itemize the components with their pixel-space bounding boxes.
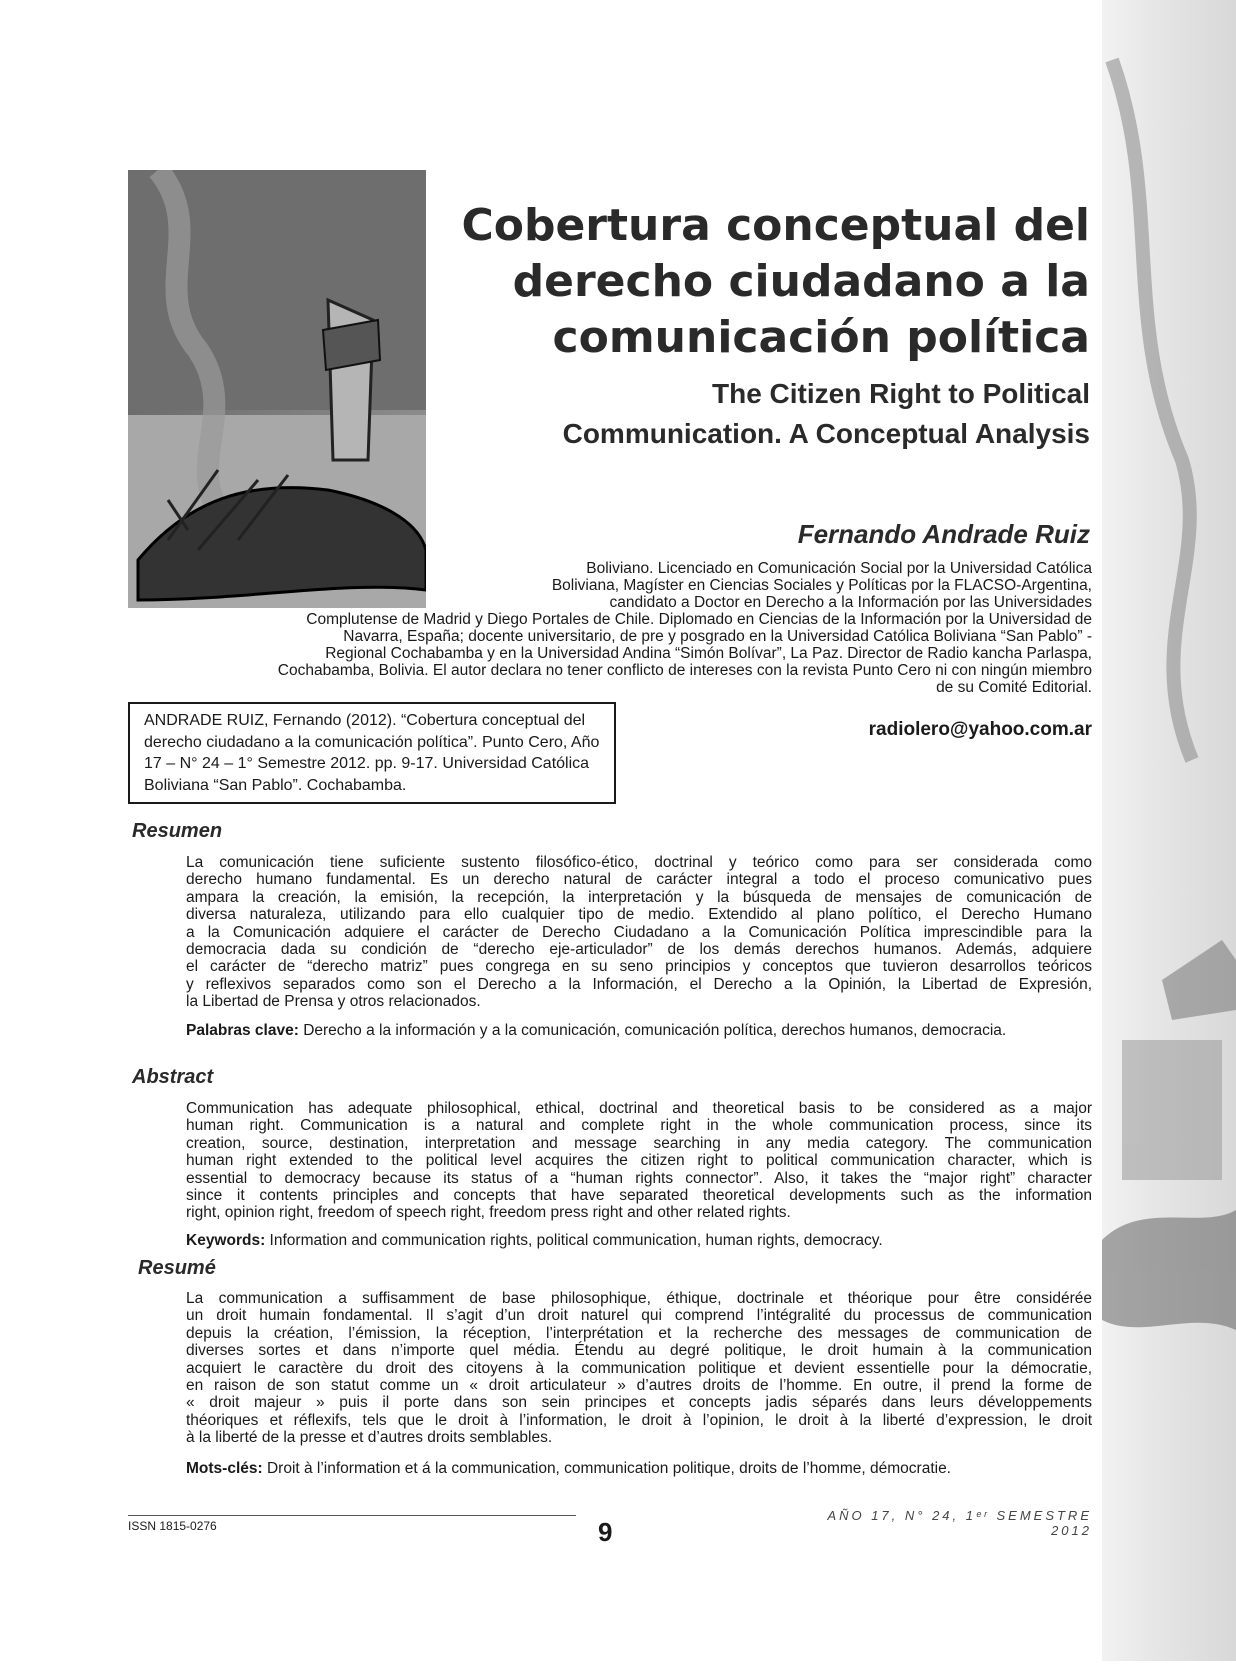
resume-line: acquiert le caractère du droit des citoyens à la communication politique et devient essentielle pour la démocratie, [186, 1359, 1092, 1377]
article-illustration [128, 170, 426, 608]
bio-line: candidato a Doctor en Derecho a la Información por las Universidades [609, 594, 1092, 611]
keywords-label: Keywords: [186, 1232, 266, 1249]
subtitle-line: Communication. A Conceptual Analysis [562, 418, 1090, 449]
issn: ISSN 1815-0276 [128, 1519, 217, 1533]
resumen-heading: Resumen [132, 820, 223, 842]
resumen-keywords [186, 1022, 1092, 1039]
page-number: 9 [598, 1517, 613, 1547]
resumen-line: La comunicación tiene suficiente sustento filosófico-ético, doctrinal y teórico como para ser considerada como [186, 854, 1092, 871]
bio-line: Regional Cochabamba y en la Universidad Andina “Simón Bolívar”, La Paz. Director de Radio kancha Parlaspa, [325, 645, 1092, 662]
abstract-line: essential to democracy because its status of a “human rights connector”. Also, it takes the “major right” character [186, 1169, 1092, 1187]
abstract-line: right, opinion right, freedom of speech right, freedom press right and other related rights. [186, 1204, 791, 1222]
author-bio [136, 560, 1092, 696]
abstract-line: human right extended to the political level acquires the citizen right to political communication character, which is [186, 1152, 1092, 1170]
keywords-label: Mots-clés: [186, 1460, 263, 1477]
abstract-line: human right. Communication is a natural and complete right in the whole communication process, since its [186, 1117, 1092, 1135]
article-title [440, 198, 1090, 366]
resume-line: un droit humain fondamental. Il s’agit d’un droit naturel qui comprend l’intégralité du processus de communication [186, 1307, 1092, 1325]
author-name: Fernando Andrade Ruiz [797, 519, 1090, 549]
resumen-line: ampara la creación, la emisión, la recepción, la interpretación y la búsqueda de mensajes de comunicación de [186, 888, 1092, 906]
bio-line: Cochabamba, Bolivia. El autor declara no tener conflicto de intereses con la revista Punto Cero ni con ningún miembro [277, 662, 1092, 679]
resumen-line: democracia dada su condición de “derecho eje-articulador” de los demás derechos humanos. Además, adquiere [186, 941, 1092, 959]
citation-line: derecho ciudadano a la comunicación política”. Punto Cero, Año [144, 733, 600, 751]
citation-line: ANDRADE RUIZ, Fernando (2012). “Cobertura conceptual del [144, 712, 586, 729]
resume-line: diverses sortes et dans n’importe quel média. Étendu au degré politique, le droit humain à la communication [186, 1342, 1092, 1360]
bio-line: Boliviano. Licenciado en Comunicación Social por la Universidad Católica [586, 560, 1092, 577]
keywords-label: Palabras clave: [186, 1022, 299, 1039]
resume-line: à la liberté de la presse et d’autres droits semblables. [186, 1429, 553, 1447]
resume-heading: Resumé [138, 1257, 216, 1279]
citation-line: 17 – N° 24 – 1° Semestre 2012. pp. 9-17. Universidad Católica [144, 755, 590, 772]
title-line: Cobertura conceptual del [461, 200, 1090, 251]
decorative-side-strip [1102, 0, 1236, 1661]
resumen-line: la Libertad de Prensa y otros relacionados. [186, 993, 481, 1011]
bio-line: Complutense de Madrid y Diego Portales de Chile. Diplomado en Ciencias de la Información por la Universidad de [306, 611, 1092, 628]
keywords-text: Information and communication rights, political communication, human rights, democracy. [265, 1232, 883, 1249]
bio-line: Navarra, España; docente universitario, de pre y posgrado en la Universidad Católica Boliviana “San Pablo” - [343, 628, 1092, 645]
resumen-line: derecho humano fundamental. Es un derecho natural de carácter integral a todo el proceso comunicativo pues [186, 871, 1092, 889]
bio-line: Boliviana, Magíster en Ciencias Sociales y Políticas por la FLACSO-Argentina, [551, 577, 1092, 594]
resumen-line: a la Comunicación adquiere el carácter de Derecho Ciudadano a la Comunicación Política imprescindible para la [186, 923, 1092, 941]
resumen-line: y reflexivos separados como son el Derecho a la Información, el Derecho a la Opinión, la Libertad de Expresión, [186, 975, 1092, 993]
abstract-keywords [186, 1232, 1092, 1249]
resume-line: depuis la création, l’émission, la réception, l’interprétation et la recherche des messages de communication de [186, 1324, 1092, 1342]
resume-line: en raison de son statut comme un « droit articulateur » d’autres droits de l’homme. En outre, il prend la forme de [186, 1377, 1092, 1395]
resume-body [186, 1290, 1092, 1447]
resume-line: « droit majeur » puis il porte dans son sein principes et concepts jadis séparés dans leurs développements [186, 1394, 1092, 1412]
resume-keywords [186, 1460, 1092, 1477]
abstract-body [186, 1100, 1092, 1222]
resumen-body [186, 854, 1092, 1011]
resume-line: La communication a suffisamment de base philosophique, éthique, doctrinale et théorique pour être considérée [186, 1290, 1092, 1307]
bio-line: de su Comité Editorial. [936, 679, 1092, 696]
side-illustration [1102, 0, 1236, 1661]
resumen-line: el carácter de “derecho matriz” pues congrega en su seno principios y conceptos que tuvieron desarrollos teóricos [186, 958, 1092, 976]
author-email: radiolero@yahoo.com.ar [868, 719, 1092, 740]
abstract-line: since it contents principles and concepts that have separated theoretical developments such as the information [186, 1187, 1092, 1205]
journal-issue: AÑO 17, N° 24, 1ᵉʳ SEMESTRE 2012 [827, 1508, 1092, 1538]
citation-line: Boliviana “San Pablo”. Cochabamba. [144, 776, 407, 794]
keywords-text: Derecho a la información y a la comunicación, comunicación política, derechos humanos, democracia. [298, 1022, 1007, 1039]
citation-box [128, 702, 616, 804]
subtitle-line: The Citizen Right to Political [712, 378, 1090, 409]
resumen-line: diversa naturaleza, utilizando para ello cualquier tipo de medio. Extendido al plano político, el Derecho Humano [186, 906, 1092, 924]
keywords-text: Droit à l’information et á la communication, communication politique, droits de l’homme, démocratie. [262, 1460, 951, 1477]
article-subtitle [440, 374, 1090, 454]
footer-divider [128, 1515, 576, 1516]
resume-line: théoriques et réflexifs, tels que le droit à l’information, le droit à l’opinion, le droit à la liberté d’expression, le droit [186, 1411, 1092, 1429]
abstract-line: creation, source, destination, interpretation and message searching in any media category. The communication [186, 1134, 1092, 1152]
title-line: derecho ciudadano a la [512, 256, 1090, 307]
abstract-line: Communication has adequate philosophical, ethical, doctrinal and theoretical basis to be considered as a major [186, 1100, 1092, 1117]
title-line: comunicación política [552, 312, 1090, 363]
abstract-heading: Abstract [132, 1066, 214, 1088]
